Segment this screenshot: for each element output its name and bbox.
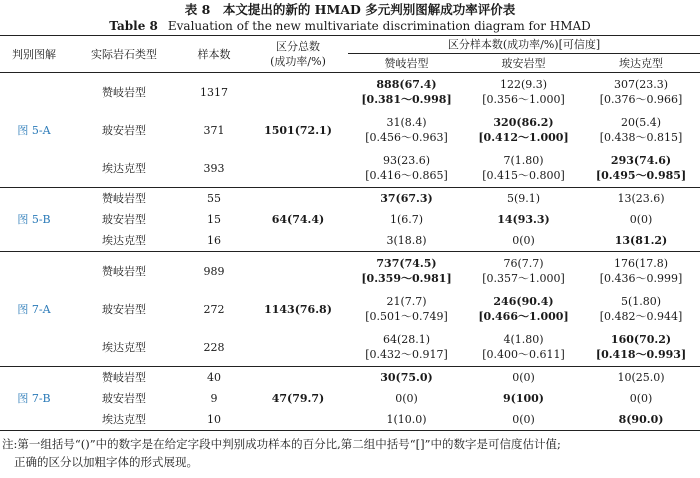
- result-cell: [582, 252, 700, 291]
- table-title-english: [0, 18, 700, 35]
- result-value: 176(17.8): [613, 257, 669, 270]
- result-cell: [582, 73, 700, 112]
- group-fig-7b: [0, 367, 700, 431]
- confidence-range: [0.357～1.000]: [482, 272, 565, 285]
- confidence-range: [0.359～0.981]: [361, 272, 452, 285]
- result-cell: 9(100): [502, 392, 545, 405]
- result-cell: [348, 252, 465, 291]
- sample-count-cell: 371: [203, 123, 225, 137]
- confidence-range: [0.501～0.749]: [365, 310, 448, 323]
- result-cell: [465, 73, 582, 112]
- sample-count-cell: 393: [203, 161, 225, 175]
- confidence-range: [0.456～0.963]: [365, 131, 448, 144]
- rock-type-cell: 赞岐岩型: [102, 371, 146, 384]
- result-cell: [582, 290, 700, 328]
- confidence-range: [0.412～1.000]: [478, 131, 569, 144]
- rock-type-cell: 埃达克型: [102, 161, 146, 175]
- result-cell: [582, 111, 700, 149]
- result-cell: 0(0): [512, 234, 535, 247]
- total-cell: 1501(72.1): [264, 123, 332, 137]
- diagram-label: 图 7-A: [17, 302, 51, 316]
- evaluation-table: [0, 35, 700, 431]
- result-value: 93(23.6): [382, 154, 431, 167]
- table-row: [0, 209, 700, 230]
- total-cell: 47(79.7): [271, 392, 325, 405]
- table-row: [0, 73, 700, 112]
- table-row: [0, 252, 700, 291]
- group-fig-5b: [0, 188, 700, 252]
- sample-count-cell: 10: [207, 413, 221, 426]
- result-value: 307(23.3): [613, 78, 669, 91]
- result-value: 76(7.7): [503, 257, 544, 270]
- confidence-range: [0.416～0.865]: [365, 169, 448, 182]
- result-cell: 0(0): [395, 392, 418, 405]
- sample-count-cell: 228: [203, 340, 225, 354]
- result-cell: 0(0): [629, 392, 653, 405]
- confidence-range: [0.438～0.815]: [599, 131, 683, 144]
- result-cell: [465, 290, 582, 328]
- rock-type-cell: 赞岐岩型: [102, 85, 146, 99]
- sample-count-cell: 9: [210, 392, 218, 405]
- header-boninite: 玻安岩型: [465, 54, 582, 73]
- table-figure: [0, 1, 700, 478]
- result-value: 31(8.4): [386, 116, 427, 129]
- confidence-range: [0.415～0.800]: [482, 169, 565, 182]
- result-cell: [582, 149, 700, 188]
- sample-count-cell: 15: [207, 213, 221, 226]
- rock-type-cell: 玻安岩型: [102, 392, 146, 405]
- header-sanukitoid: 赞岐岩型: [348, 54, 465, 73]
- table-row: [0, 188, 700, 210]
- rock-type-cell: 赞岐岩型: [102, 264, 146, 278]
- table-row: [0, 409, 700, 431]
- result-value: 320(86.2): [493, 116, 554, 129]
- total-cell: 1143(76.8): [264, 302, 332, 316]
- result-cell: [348, 149, 465, 188]
- table-row: [0, 230, 700, 252]
- table-number-label: Table 8: [109, 19, 158, 33]
- result-cell: [465, 328, 582, 367]
- result-cell: 10(25.0): [617, 371, 665, 384]
- result-cell: 0(0): [512, 413, 535, 426]
- confidence-range: [0.432～0.917]: [365, 348, 448, 361]
- table-row: [0, 290, 700, 328]
- result-value: 7(1.80): [503, 154, 544, 167]
- confidence-range: [0.376～0.966]: [599, 93, 683, 106]
- result-value: 122(9.3): [499, 78, 548, 91]
- header-adakite: 埃达克型: [582, 54, 700, 73]
- table-row: [0, 111, 700, 149]
- result-cell: 14(93.3): [497, 213, 550, 226]
- header-rock-type: 实际岩石类型: [91, 47, 157, 61]
- group-fig-7a: [0, 252, 700, 367]
- group-fig-5a: [0, 73, 700, 188]
- table-title-text: Evaluation of the new multivariate discrimination diagram for HMAD: [167, 19, 591, 33]
- result-cell: 3(18.8): [386, 234, 427, 247]
- table-title-chinese: 表 8 本文提出的新的 HMAD 多元判别图解成功率评价表: [184, 2, 516, 17]
- result-cell: [465, 149, 582, 188]
- confidence-range: [0.400～0.611]: [482, 348, 565, 361]
- result-cell: [582, 328, 700, 367]
- result-value: 737(74.5): [376, 257, 437, 270]
- result-cell: [348, 328, 465, 367]
- rock-type-cell: 玻安岩型: [102, 123, 146, 137]
- result-value: 160(70.2): [610, 333, 672, 346]
- result-value: 21(7.7): [386, 295, 427, 308]
- result-cell: 13(81.2): [614, 234, 668, 247]
- confidence-range: [0.466～1.000]: [478, 310, 569, 323]
- table-row: [0, 388, 700, 409]
- result-cell: 5(9.1): [506, 192, 541, 205]
- result-cell: 0(0): [629, 213, 653, 226]
- result-cell: [465, 111, 582, 149]
- total-cell: 64(74.4): [271, 213, 325, 226]
- result-cell: [348, 111, 465, 149]
- footnote-line-1: 注:第一组括号“()”中的数字是在给定字段中判别成功样本的百分比,第二组中括号“[]”中的数字是可信度估计值;: [2, 437, 561, 451]
- confidence-range: [0.495～0.985]: [595, 169, 687, 182]
- result-value: 4(1.80): [503, 333, 544, 346]
- result-cell: [465, 252, 582, 291]
- confidence-range: [0.482～0.944]: [599, 310, 683, 323]
- result-value: 293(74.6): [610, 154, 672, 167]
- sample-count-cell: 16: [207, 234, 221, 247]
- result-value: 5(1.80): [620, 295, 662, 308]
- sample-count-cell: 989: [203, 264, 225, 278]
- result-cell: 8(90.0): [618, 413, 664, 426]
- diagram-label: 图 7-B: [17, 392, 51, 405]
- table-row: [0, 149, 700, 188]
- confidence-range: [0.381～0.998]: [361, 93, 452, 106]
- result-cell: [348, 290, 465, 328]
- table-footnote: [0, 435, 700, 471]
- confidence-range: [0.418～0.993]: [595, 348, 687, 361]
- rock-type-cell: 玻安岩型: [102, 213, 146, 226]
- table-header: [0, 36, 700, 73]
- rock-type-cell: 埃达克型: [102, 234, 146, 247]
- result-value: 20(5.4): [620, 116, 662, 129]
- header-sample-count: 样本数: [197, 47, 231, 61]
- result-cell: 30(75.0): [380, 371, 433, 384]
- result-cell: 13(23.6): [617, 192, 665, 205]
- rock-type-cell: 赞岐岩型: [102, 192, 146, 205]
- result-cell: 1(6.7): [389, 213, 424, 226]
- result-value: 888(67.4): [376, 78, 437, 91]
- sample-count-cell: 40: [207, 371, 221, 384]
- result-value: 64(28.1): [382, 333, 431, 346]
- header-diagram: 判别图解: [12, 47, 56, 61]
- result-cell: 0(0): [512, 371, 535, 384]
- result-cell: 1(10.0): [386, 413, 427, 426]
- table-row: [0, 328, 700, 367]
- sample-count-cell: 272: [203, 302, 225, 316]
- table-row: [0, 367, 700, 389]
- diagram-label: 图 5-A: [17, 123, 51, 137]
- rock-type-cell: 玻安岩型: [102, 302, 146, 316]
- header-discriminated-samples: 区分样本数(成功率/%)[可信度]: [447, 38, 601, 51]
- result-cell: 37(67.3): [380, 192, 433, 205]
- result-value: 246(90.4): [493, 295, 554, 308]
- footnote-line-2: 正确的区分以加粗字体的形式展现。: [14, 455, 198, 469]
- rock-type-cell: 埃达克型: [102, 340, 146, 354]
- header-total-discrimination: 区分总数 (成功率/%): [270, 40, 326, 68]
- diagram-label: 图 5-B: [17, 213, 51, 226]
- sample-count-cell: 1317: [200, 85, 228, 99]
- sample-count-cell: 55: [207, 192, 221, 205]
- result-cell: [348, 73, 465, 112]
- confidence-range: [0.356～1.000]: [482, 93, 565, 106]
- confidence-range: [0.436～0.999]: [599, 272, 683, 285]
- rock-type-cell: 埃达克型: [102, 413, 146, 426]
